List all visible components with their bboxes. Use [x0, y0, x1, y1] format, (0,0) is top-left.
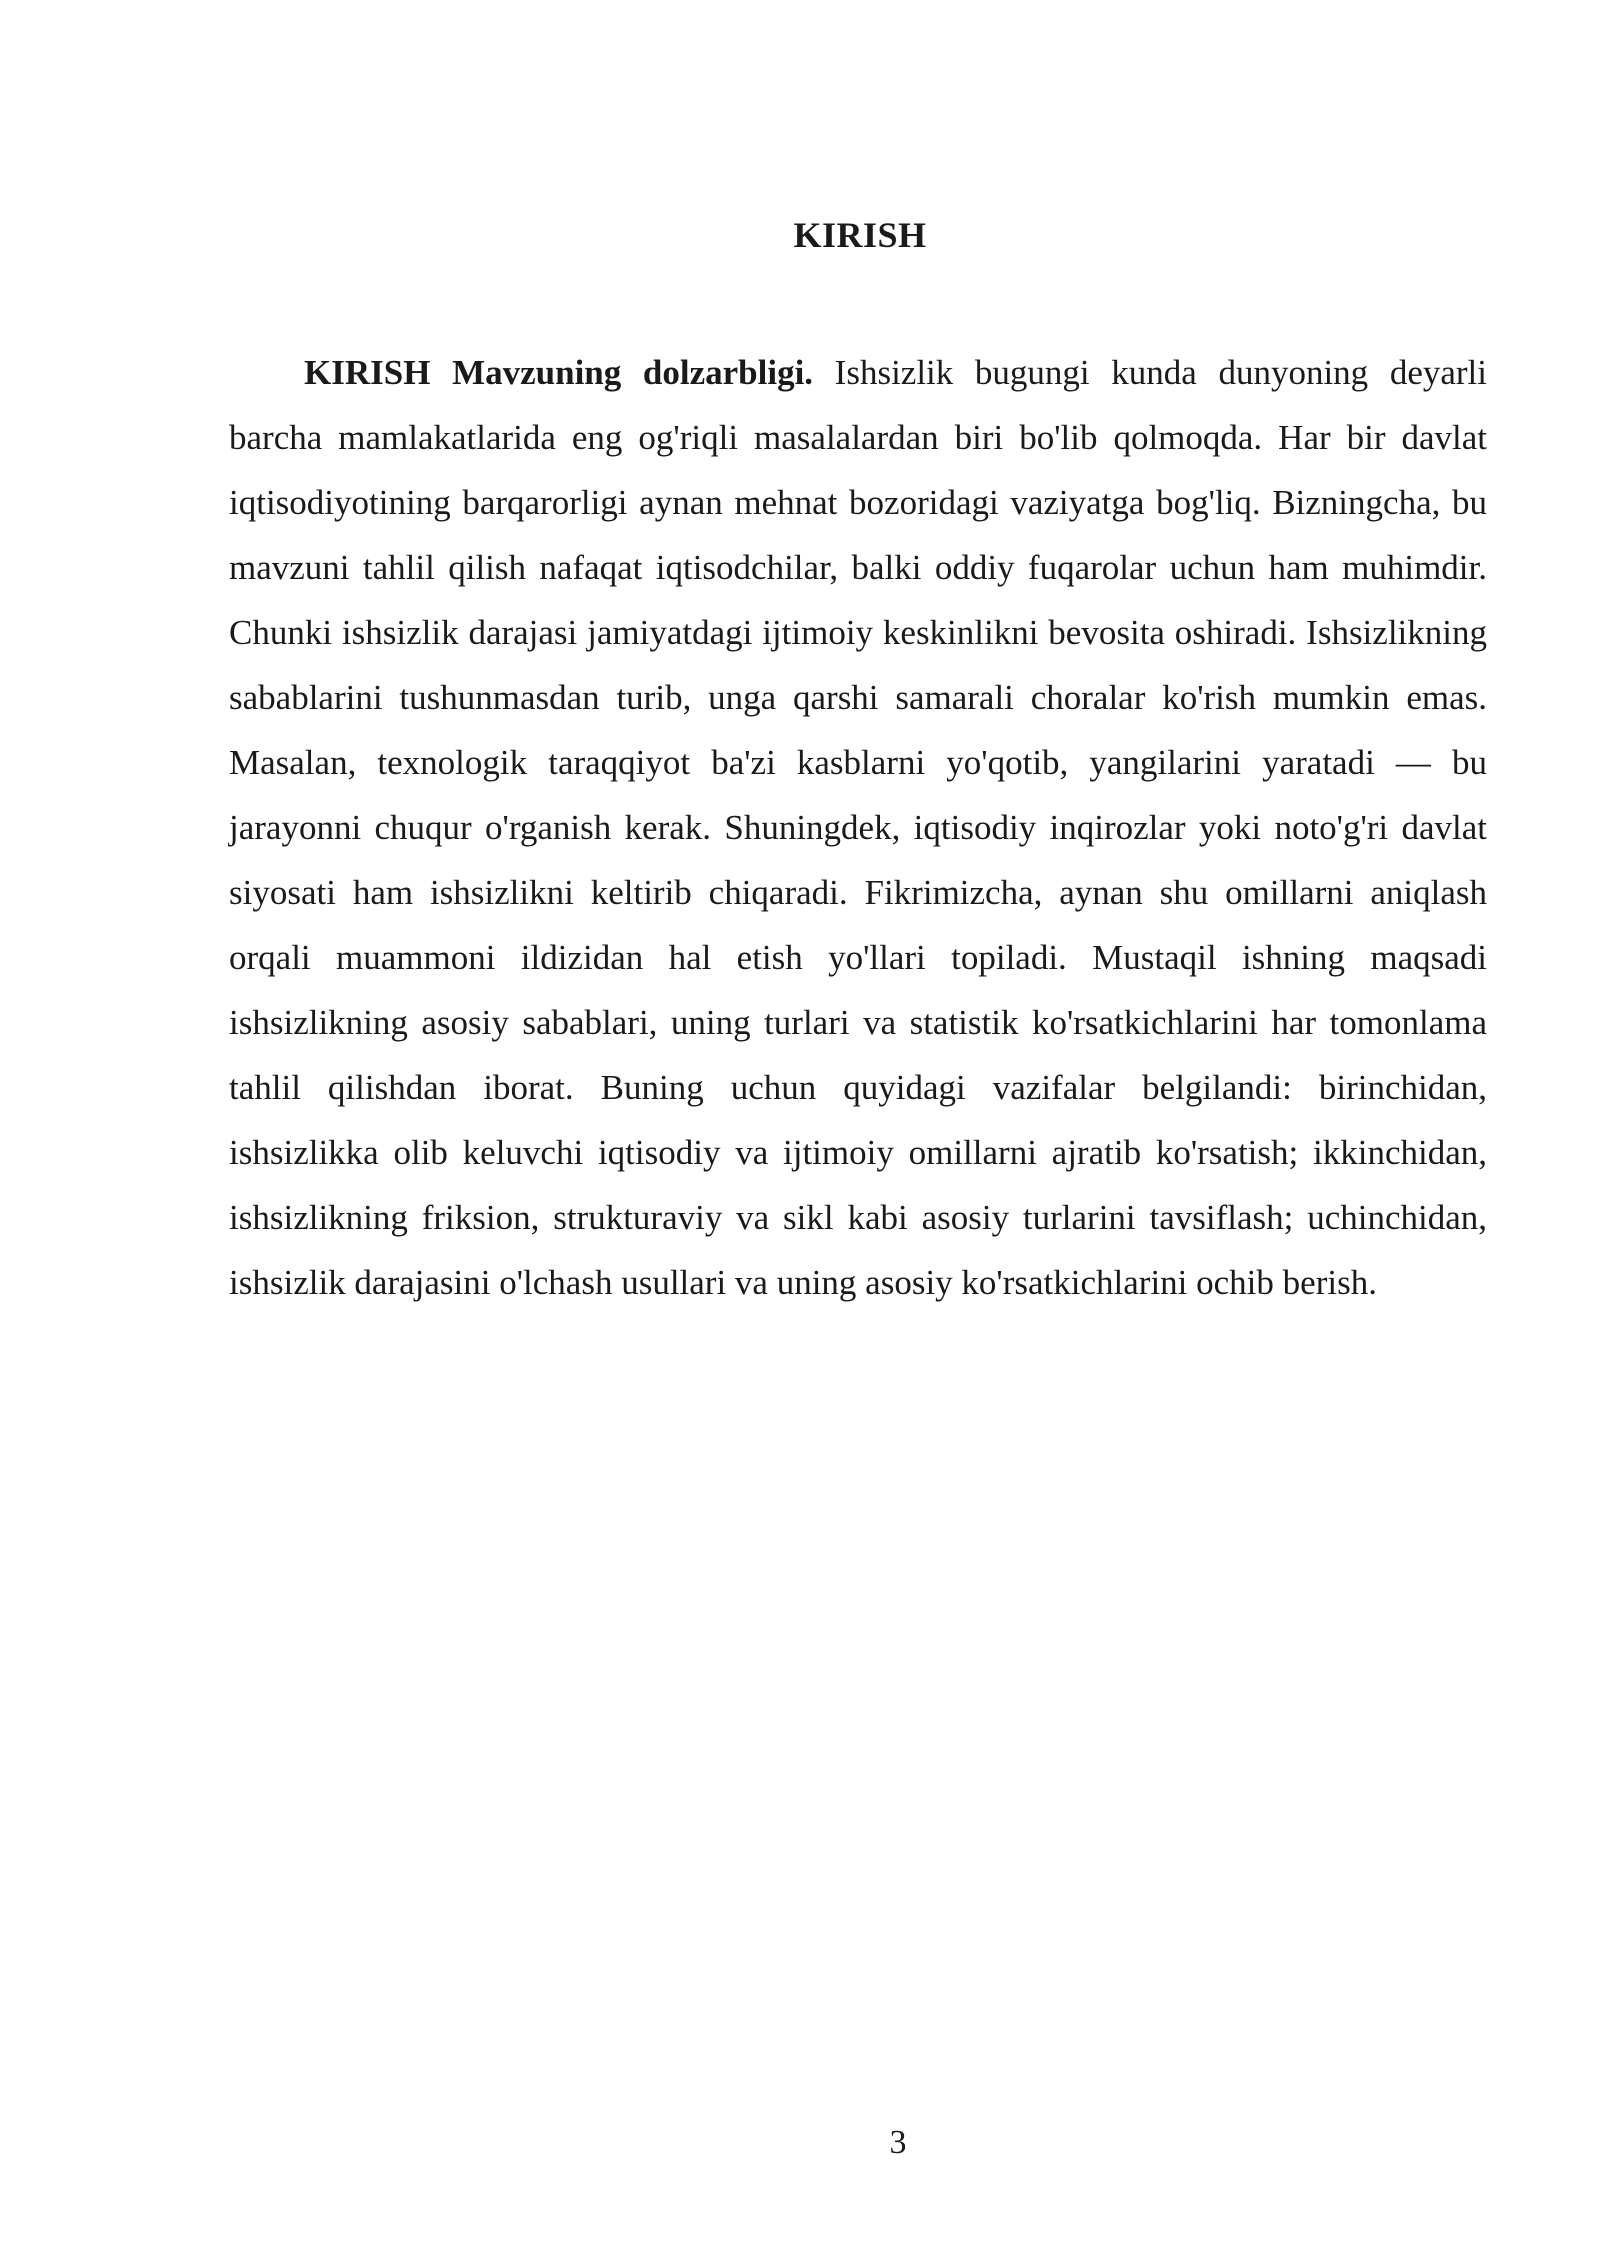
page-number: 3: [889, 2124, 907, 2161]
paragraph-lead: KIRISH Mavzuning dolzarbligi.: [304, 353, 814, 392]
page-title: KIRISH: [793, 215, 927, 255]
paragraph-body: Ishsizlik bugungi kunda dunyoning deyarli barcha mamlakatlarida eng og'riqli masalalardan biri bo'lib qolmoqda. Har bir davlat iqtisodiyotining barqarorligi aynan mehnat bozoridagi vaziyatga bog'liq. Bizningcha, bu mavzuni tahlil qilish nafaqat iqtisodchilar, balki oddiy fuqarolar uchun ham muhimdir. Chunki ishsizlik darajasi jamiyatdagi ijtimoiy keskinlikni bevosita oshiradi. Ishsizlikning sabablarini tushunmasdan turib, unga qarshi samarali choralar ko'rish mumkin emas. Masalan, texnologik taraqqiyot ba'zi kasblarni yo'qotib, yangilarini yaratadi — bu jarayonni chuqur o'rganish kerak. Shuningdek, iqtisodiy inqirozlar yoki noto'g'ri davlat siyosati ham ishsizlikni keltirib chiqaradi. Fikrimizcha, aynan shu omillarni aniqlash orqali muammoni ildizidan hal etish yo'llari topiladi. Mustaqil ishning maqsadi ishsizlikning asosiy sabablari, uning turlari va statistik ko'rsatkichlarini har tomonlama tahlil qilishdan iborat. Buning uchun quyidagi vazifalar belgilandi: birinchidan, ishsizlikka olib keluvchi iqtisodiy va ijtimoiy omillarni ajratib ko'rsatish; ikkinchidan, ishsizlikning friksion, strukturaviy va sikl kabi asosiy turlarini tavsiflash; uchinchidan, ishsizlik darajasini o'lchash usullari va uning asosiy ko'rsatkichlarini ochib berish.: [229, 353, 1487, 1302]
intro-paragraph: [229, 340, 1487, 1315]
